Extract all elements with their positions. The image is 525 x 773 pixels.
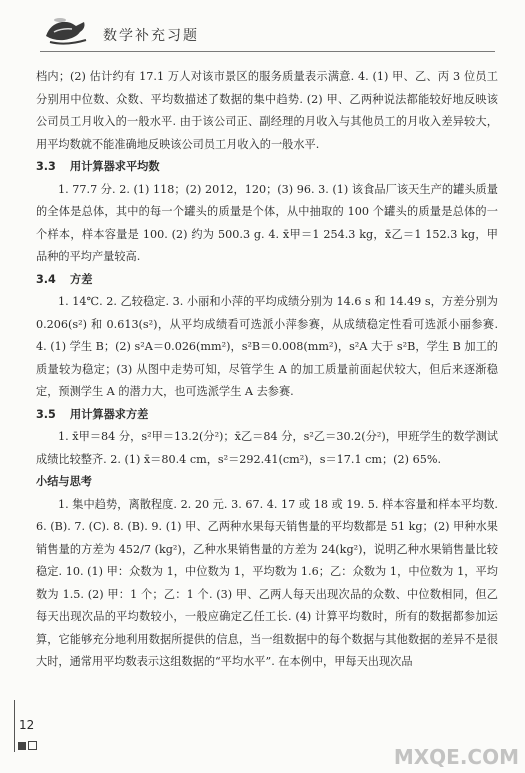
filled-square-icon <box>18 742 26 750</box>
answer-paragraph: 1. 集中趋势，离散程度. 2. 20 元. 3. 67. 4. 17 或 18 或 19. 5. 样本容量和样本平均数. 6. (B). 7. (C). 8. (B). 9. (1) 甲、乙两种水果每天销售量的平均数都是 51 kg；(2) 甲种水果销售量的方差为 452/7 (kg²)，乙种水果销售量的方差为 24(kg²)，说明乙种水果销售量比较稳定. 10. (1) 甲：众数为 1，中位数为 1，平均数为 1.6；乙：众数为 1，中位数为 1，平均数为 1.5. (2) 甲：1 个；乙：1 个. (3) 甲、乙两人每天出现次品的众数、中位数相同，但乙每天出现次品的平均数较小，一般应确定乙任工长. (4) 计算平均数时，所有的数据都参加运算，它能够充分地利用数据所提供的信息，当一组数据中的每个数据与其他数据的差异不是很大时，通常用平均数表示这组数据的“平均水平”. 在本例中，甲每天出现次品 <box>36 497 498 668</box>
section-title: 方差 <box>70 272 93 286</box>
watermark <box>380 724 525 773</box>
book-logo-icon <box>40 14 92 50</box>
page-number: 12 <box>19 718 35 732</box>
section-number: 3.5 <box>36 407 56 421</box>
section-heading <box>36 404 498 427</box>
section-heading <box>36 269 498 292</box>
answer-paragraph: 1. x̄甲＝84 分，s²甲＝13.2(分²)；x̄乙＝84 分，s²乙＝30.2(分²)，甲班学生的数学测试成绩比较整齐. 2. (1) x̄＝80.4 cm，s²＝292.41(cm²)，s＝17.1 cm；(2) 65%. <box>36 430 498 466</box>
section-title: 用计算器求平均数 <box>70 160 160 173</box>
footer-divider <box>14 700 15 752</box>
section-title: 小结与思考 <box>36 475 92 488</box>
book-title: 数学补充习题 <box>103 28 199 44</box>
watermark-text: MXQE.COM <box>393 745 519 769</box>
footer-marks <box>18 735 39 754</box>
page-header <box>0 0 525 60</box>
section-heading <box>36 156 498 179</box>
section-number: 3.4 <box>36 272 56 286</box>
answer-paragraph: 档内；(2) 估计约有 17.1 万人对该市景区的服务质量表示满意. 4. (1) 甲、乙、丙 3 位员工分别用中位数、众数、平均数描述了数据的集中趋势. (2) 甲、乙两种说法都能较好地反映该公司员工月收入的一般水平. 由于该公司正、副经理的月收入与其他员工的月收入差异较大，用平均数就不能准确地反映该公司员工月收入的一般水平. <box>36 70 498 151</box>
section-number: 3.3 <box>36 160 56 173</box>
header-divider <box>40 51 495 52</box>
answer-paragraph: 1. 14℃. 2. 乙较稳定. 3. 小丽和小萍的平均成绩分别为 14.6 s 和 14.49 s，方差分别为 0.206(s²) 和 0.613(s²)，从平均成绩看可选派小萍参赛，从成绩稳定性看可选派小丽参赛. 4. (1) 学生 B；(2) s²A＝0.026(mm²)，s²B＝0.008(mm²)，s²A 大于 s²B，学生 B 加工的质量较为稳定；(3) 从图中走势可知，尽管学生 A 的加工质量前面起伏较大，但后来逐渐稳定，预测学生 A 的潜力大，也可选派学生 A 去参赛. <box>36 295 498 398</box>
answer-paragraph: 1. 77.7 分. 2. (1) 118；(2) 2012，120；(3) 96. 3. (1) 该食品厂该天生产的罐头质量的全体是总体，其中的每一个罐头的质量是个体，从中抽取的 100 个罐头的质量是总体的一个样本，样本容量是 100. (2) 约为 500.3 g. 4. x̄甲＝1 254.3 kg，x̄乙＝1 152.3 kg，甲品种的平均产量较高. <box>36 182 498 263</box>
answer-content <box>36 66 498 674</box>
empty-square-icon <box>28 741 37 750</box>
section-title: 用计算器求方差 <box>70 407 149 421</box>
section-heading <box>36 471 498 494</box>
